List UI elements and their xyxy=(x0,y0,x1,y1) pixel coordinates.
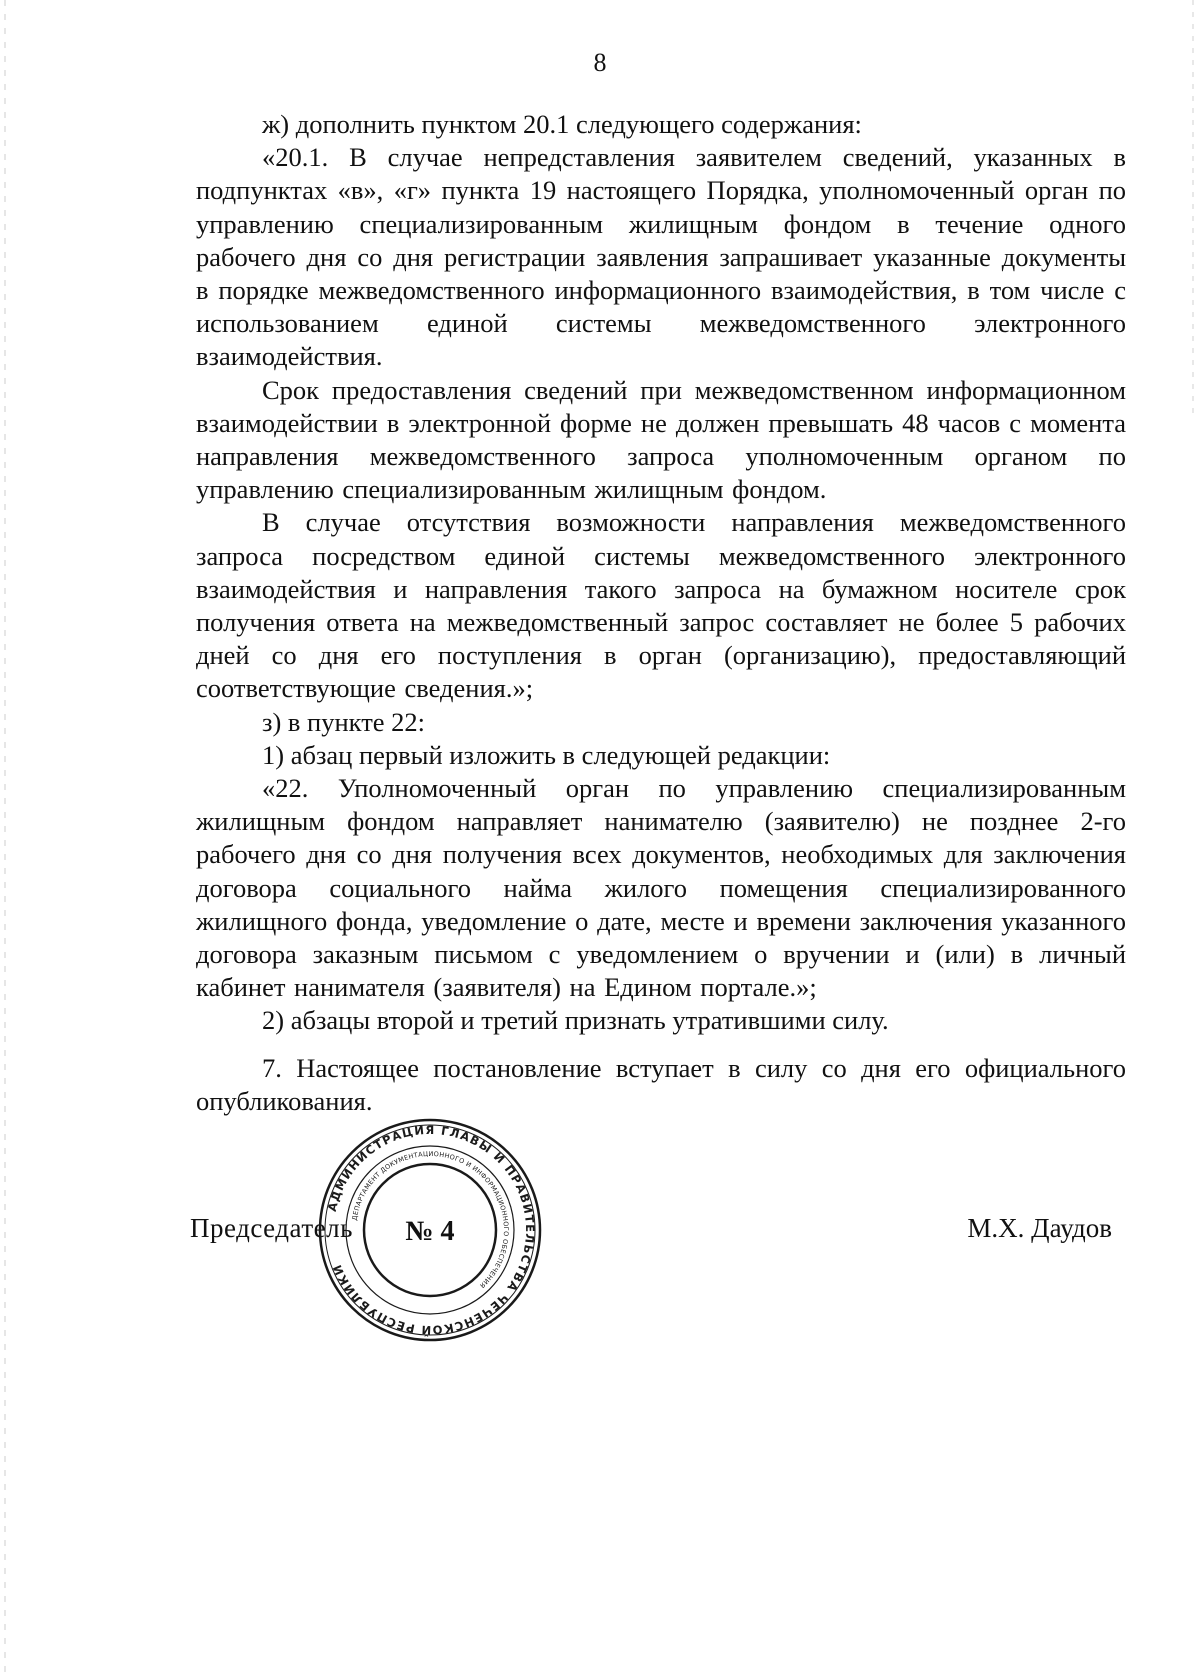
signature-title: Председатель xyxy=(190,1213,353,1243)
paragraph-paper-request: В случае отсутствия возможности направления межведомственного запроса посредством единой системы межведомственного электронного взаимодействия и направления такого запроса на бумажном носителе срок получения ответа на межведомственный запрос составляет не более 5 рабочих дней со дня его поступления в орган (организацию), предоставляющий соответствующие сведения.»; xyxy=(196,507,1126,704)
document-body xyxy=(196,108,1126,1118)
official-seal xyxy=(318,1118,542,1342)
page-number: 8 xyxy=(593,48,607,77)
paragraph-first-abzac: 1) абзац первый изложить в следующей редакции: xyxy=(262,739,831,770)
paragraph-effective-date: 7. Настоящее постановление вступает в силу со дня его официального опубликования. xyxy=(196,1052,1126,1116)
scan-edge-left xyxy=(4,0,6,1678)
paragraph-amendment-z: з) в пункте 22: xyxy=(262,706,426,737)
seal-outer-text: АДМИНИСТРАЦИЯ ГЛАВЫ И ПРАВИТЕЛЬСТВА ЧЕЧЕНСКОЙ РЕСПУБЛИКИ xyxy=(324,1122,538,1338)
paragraph-22: «22. Уполномоченный орган по управлению специализированным жилищным фондом направляет нанимателю (заявителю) не позднее 2-го рабочего дня со дня получения всех документов, необходимых для заключения договора социального найма жилого помещения специализированного жилищного фонда, уведомление о дате, месте и времени заключения указанного договора заказным письмом с уведомлением о вручении и (или) в личный кабинет нанимателя (заявителя) на Едином портале.»; xyxy=(196,773,1126,1003)
paragraph-gap xyxy=(196,1038,1126,1052)
signer-name: М.Х. Даудов xyxy=(967,1213,1112,1243)
paragraph-repeal: 2) абзацы второй и третий признать утратившими силу. xyxy=(262,1005,889,1036)
paragraph-deadline: Срок предоставления сведений при межведомственном информационном взаимодействии в электронной форме не должен превышать 48 часов с момента направления межведомственного запроса уполномоченным органом по управлению специализированным жилищным фондом. xyxy=(196,374,1126,505)
seal-inner-text: ДЕПАРТАМЕНТ ДОКУМЕНТАЦИОННОГО И ИНФОРМАЦИОННОГО ОБЕСПЕЧЕНИЯ xyxy=(350,1149,511,1290)
seal-number: № 4 xyxy=(405,1216,455,1247)
paragraph-20-1: «20.1. В случае непредставления заявителем сведений, указанных в подпунктах «в», «г» пункта 19 настоящего Порядка, уполномоченный орган по управлению специализированным жилищным фондом в течение одного рабочего дня со дня регистрации заявления запрашивает указанные документы в порядке межведомственного информационного взаимодействия, в том числе с использованием единой системы межведомственного электронного взаимодействия. xyxy=(196,142,1126,372)
paragraph-amendment-zh: ж) дополнить пунктом 20.1 следующего содержания: xyxy=(262,109,862,139)
